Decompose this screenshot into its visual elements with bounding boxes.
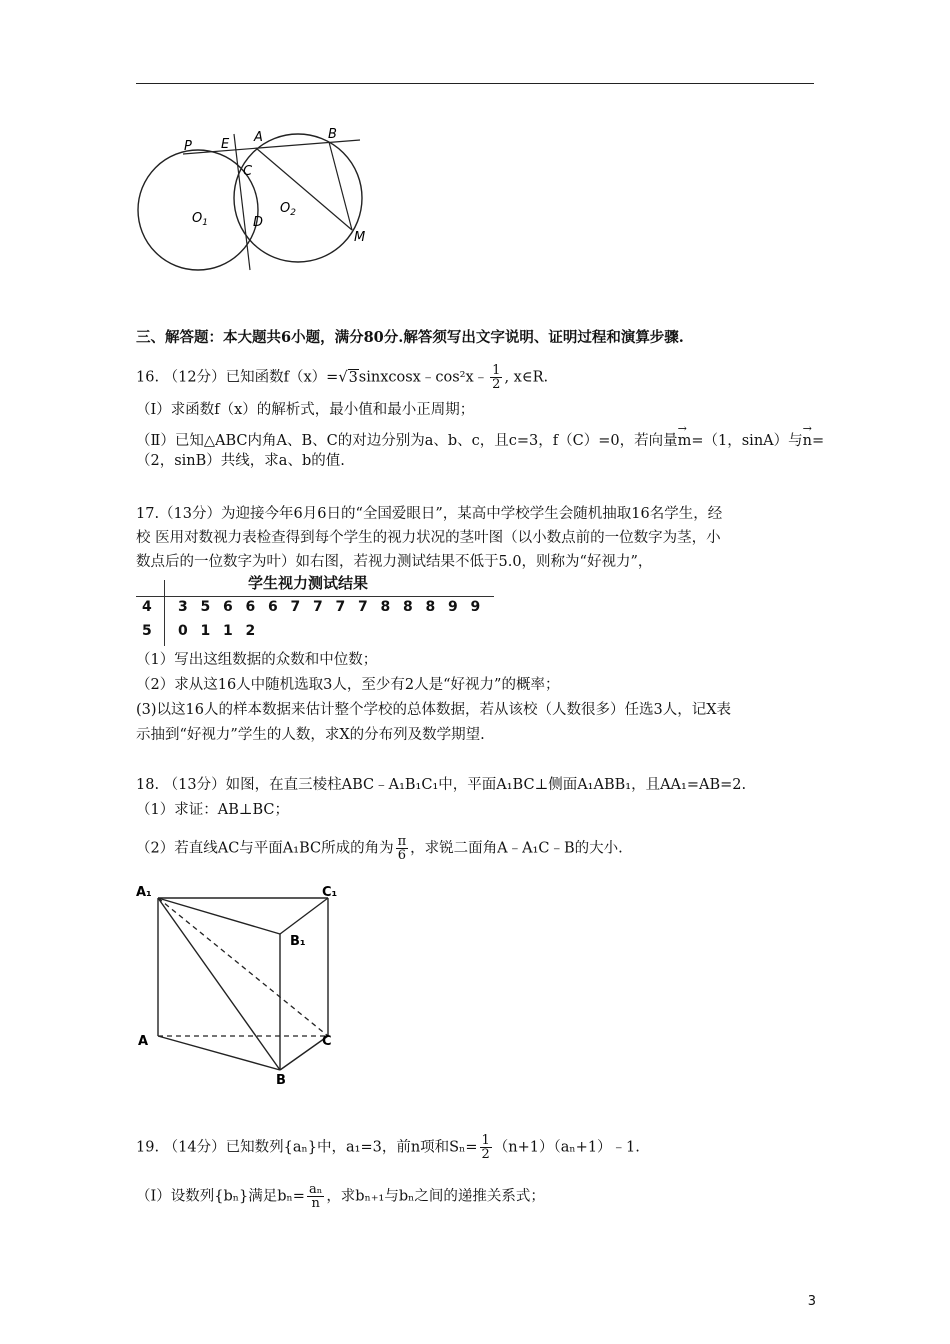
label-m: M bbox=[354, 230, 366, 245]
leaf: 9 bbox=[470, 599, 481, 615]
q19-line1: 19. （14分）已知数列{aₙ}中，a₁=3，前n项和Sₙ= $\frac{1}{2}$ （n+1）（aₙ+1）﹣1. bbox=[136, 1133, 640, 1162]
leaf: 9 bbox=[448, 599, 458, 615]
q17-line2: 校 医用对数视力表检查得到每个学生的视力状况的茎叶图（以小数点前的一位数字为茎，小 bbox=[136, 530, 721, 546]
q17-part2: （2）求从这16人中随机选取3人，至少有2人是“好视力”的概率； bbox=[136, 677, 560, 693]
q17-part3-line2: 示抽到“好视力”学生的人数，求X的分布列及数学期望. bbox=[136, 727, 485, 743]
label-a: A bbox=[138, 1034, 149, 1049]
label-p: P bbox=[184, 139, 192, 154]
label-c: C bbox=[322, 1034, 332, 1049]
q17-line1: 17.（13分）为迎接今年6月6日的“全国爱眼日”，某高中学校学生会随机抽取16名学生，经 bbox=[136, 506, 723, 522]
q16-line1: 16. （12分）已知函数f（x）=√3sinxcosx﹣cos²x﹣ $\frac{1}{2}$ , x∈R. bbox=[136, 363, 549, 392]
leaf: 8 bbox=[380, 599, 391, 615]
q16-part2-line2: （2，sinB）共线，求a、b的值. bbox=[136, 453, 345, 469]
line-ed bbox=[234, 134, 250, 270]
q18-part2: （2）若直线AC与平面A₁BC所成的角为 $\frac{\pi}{6}$ ，求锐二面角A﹣A₁C﹣B的大小. bbox=[136, 834, 623, 863]
label-b: B bbox=[276, 1073, 286, 1088]
stem-5: 5 bbox=[142, 623, 152, 639]
leaf: 7 bbox=[335, 599, 346, 615]
q17-part1: （1）写出这组数据的众数和中位数； bbox=[136, 652, 378, 668]
header-rule bbox=[136, 83, 814, 84]
label-d: D bbox=[253, 215, 264, 230]
q16-part2-line1: （Ⅱ）已知△ABC内角A、B、C的对边分别为a、b、c，且c=3，f（C）=0，若向量→ m=（1，sinA）与→ n= bbox=[136, 425, 824, 451]
q17-line3: 数点后的一位数字为叶）如右图，若视力测试结果不低于5.0，则称为“好视力”， bbox=[136, 554, 653, 570]
label-e: E bbox=[221, 137, 230, 152]
leaf: 7 bbox=[290, 599, 301, 615]
circle-o1 bbox=[138, 150, 258, 270]
q18-line1: 18. （13分）如图，在直三棱柱ABC﹣A₁B₁C₁中，平面A₁BC⊥侧面A₁ABB₁，且AA₁=AB=2. bbox=[136, 777, 747, 793]
stem-leaf-table bbox=[142, 599, 493, 647]
leaf: 2 bbox=[245, 623, 256, 639]
stem-leaf-hline bbox=[136, 596, 494, 597]
line-pb bbox=[183, 140, 360, 154]
line-am bbox=[256, 148, 352, 230]
leaf: 8 bbox=[403, 599, 413, 615]
prism-figure bbox=[130, 878, 360, 1090]
label-o2: $O_2$ bbox=[280, 201, 296, 218]
leaf: 1 bbox=[223, 623, 233, 639]
stem-leaf-title: 学生视力测试结果 bbox=[248, 574, 369, 592]
leaf: 0 bbox=[178, 623, 188, 639]
label-o1: $O_1$ bbox=[192, 211, 208, 228]
section-heading: 三、解答题：本大题共6小题，满分80分.解答须写出文字说明、证明过程和演算步骤. bbox=[136, 329, 684, 346]
leaf: 6 bbox=[223, 599, 233, 615]
label-a1: A₁ bbox=[136, 885, 152, 900]
leaf: 8 bbox=[425, 599, 436, 615]
page-number: 3 bbox=[807, 1294, 816, 1309]
leaf: 1 bbox=[200, 623, 211, 639]
stem-row-4 bbox=[142, 599, 493, 623]
circles-figure bbox=[128, 120, 378, 280]
leaf: 3 bbox=[178, 599, 188, 615]
stem-4: 4 bbox=[142, 599, 152, 615]
stem-row-5 bbox=[142, 623, 493, 647]
q16-part1: （Ⅰ）求函数f（x）的解析式，最小值和最小正周期； bbox=[136, 402, 475, 418]
leaf: 6 bbox=[245, 599, 256, 615]
label-c: C bbox=[243, 164, 253, 179]
label-a: A bbox=[254, 130, 263, 145]
q18-part1: （1）求证：AB⊥BC； bbox=[136, 802, 290, 818]
label-c1: C₁ bbox=[322, 885, 338, 900]
leaf: 6 bbox=[268, 599, 278, 615]
circle-o2 bbox=[234, 134, 362, 262]
leaf: 7 bbox=[358, 599, 368, 615]
leaf: 7 bbox=[313, 599, 323, 615]
q17-part3-line1: (3)以这16人的样本数据来估计整个学校的总体数据，若从该校（人数很多）任选3人，记X表 bbox=[136, 702, 732, 718]
q19-part1: （Ⅰ）设数列{bₙ}满足bₙ= $\frac{\text{aₙ}}{n}$ ，求bₙ₊₁与bₙ之间的递推关系式； bbox=[136, 1182, 545, 1211]
label-b: B bbox=[328, 127, 337, 142]
leaf: 5 bbox=[200, 599, 211, 615]
label-b1: B₁ bbox=[290, 934, 306, 949]
line-bm bbox=[329, 142, 352, 230]
